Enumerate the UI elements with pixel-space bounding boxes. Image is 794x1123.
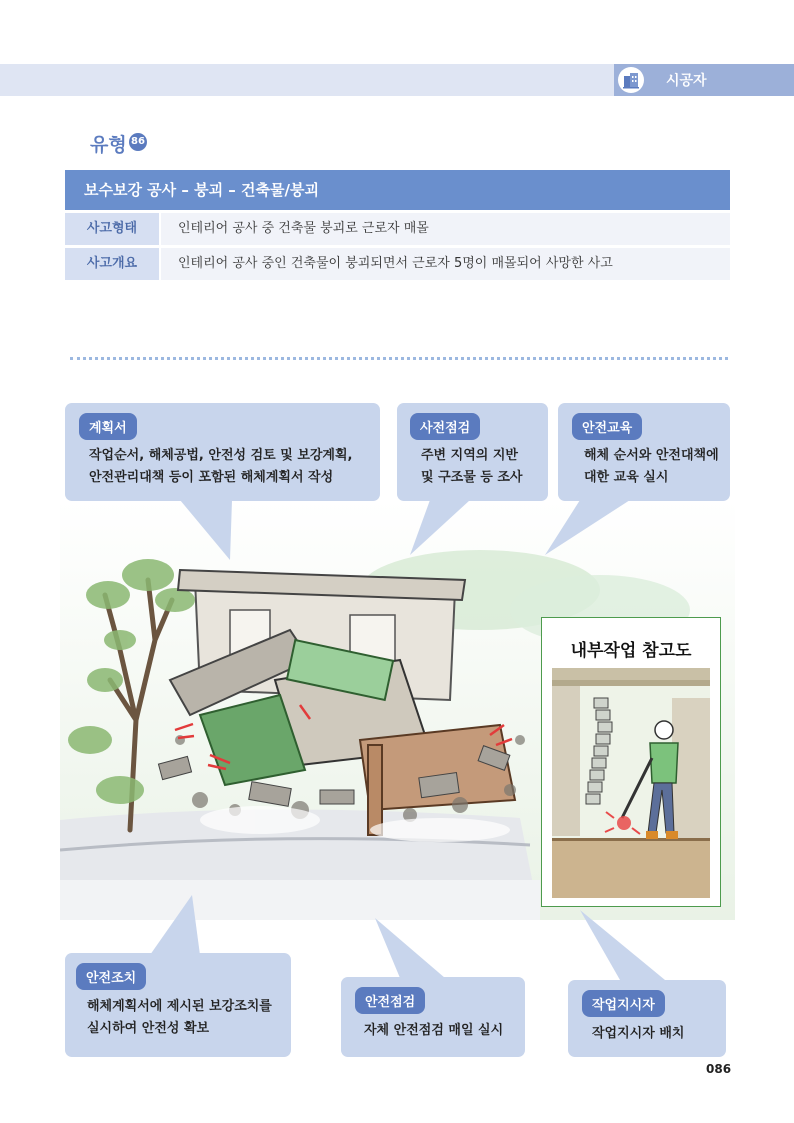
section-label: 시공자 (666, 73, 707, 89)
type-number-badge: 86 (129, 133, 147, 151)
safety-education-line1: 해체 순서와 안전대책에 (584, 448, 719, 463)
safety-measure-tag: 안전조치 (76, 963, 146, 990)
supervisor-tag: 작업지시자 (582, 990, 665, 1017)
accident-summary-value: 인테리어 공사 중인 건축물이 붕괴되면서 근로자 5명이 매몰되어 사망한 사고 (178, 256, 613, 271)
type-title: 유형 (90, 134, 127, 156)
bubble-pointer (375, 918, 445, 978)
plan-bubble (65, 403, 380, 501)
safety-measure-line1: 해체계획서에 제시된 보강조치를 (87, 999, 272, 1014)
accident-type-value: 인테리어 공사 중 건축물 붕괴로 근로자 매몰 (178, 221, 429, 236)
inset-title: 내부작업 참고도 (570, 641, 692, 661)
bubble-pointer (545, 500, 630, 555)
safety-education-bubble (558, 403, 730, 501)
supervisor-bubble (568, 980, 726, 1057)
safety-check-bubble (341, 977, 525, 1057)
page-number: 086 (706, 1062, 732, 1076)
bubble-pointer (180, 500, 232, 560)
accident-type-label: 사고형태 (86, 221, 138, 236)
pre-inspection-bubble (397, 403, 548, 501)
bubble-pointer (150, 895, 200, 955)
safety-measure-line2: 실시하여 안전성 확보 (87, 1021, 210, 1036)
accident-title: 보수보강 공사 – 붕괴 – 건축물/붕괴 (84, 181, 319, 199)
pre-inspection-line1: 주변 지역의 지반 (421, 448, 518, 463)
safety-check-tag: 안전점검 (355, 987, 425, 1014)
plan-text-line2: 안전관리대책 등이 포함된 해체계획서 작성 (89, 470, 334, 485)
bubble-pointer (580, 910, 665, 980)
safety-education-tag: 안전교육 (572, 413, 642, 440)
safety-check-line1: 자체 안전점검 매일 실시 (364, 1023, 504, 1038)
bubble-pointer (410, 500, 470, 555)
plan-text-line1: 작업순서, 해체공법, 안전성 검토 및 보강계획, (89, 448, 353, 463)
supervisor-line1: 작업지시자 배치 (592, 1026, 685, 1041)
safety-measure-bubble (65, 953, 291, 1057)
plan-tag: 계획서 (79, 413, 137, 440)
accident-summary-label: 사고개요 (86, 256, 138, 271)
pre-inspection-tag: 사전점검 (410, 413, 480, 440)
pre-inspection-line2: 및 구조물 등 조사 (421, 470, 523, 485)
safety-education-line2: 대한 교육 실시 (584, 470, 669, 485)
